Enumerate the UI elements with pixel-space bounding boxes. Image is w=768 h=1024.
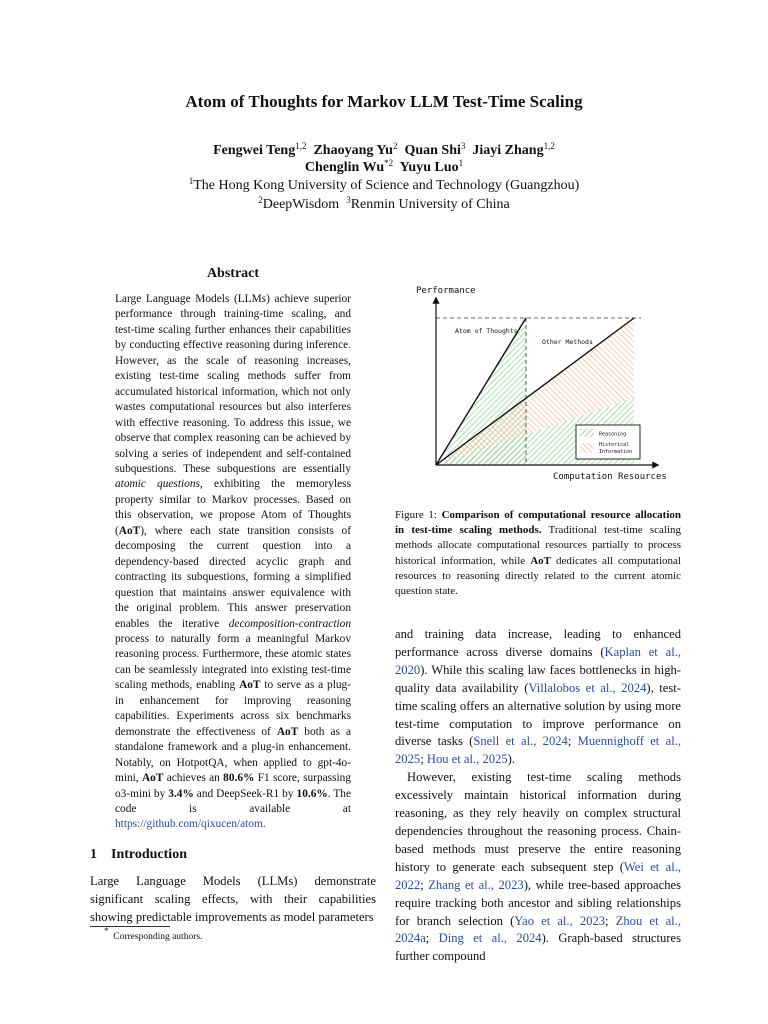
- footnote-text: Corresponding authors.: [113, 932, 203, 942]
- author-name: Fengwei Teng: [213, 143, 296, 158]
- author-affil-mark: 1,2: [543, 141, 555, 151]
- affiliation-mark: 3: [346, 195, 351, 205]
- abstract-text: and DeepSeek-R1 by: [193, 787, 297, 800]
- citation-link[interactable]: Zhou et al., 2024a: [395, 913, 681, 946]
- legend-label-history-line: Historical: [599, 442, 630, 448]
- footnote: [104, 926, 203, 942]
- body-text: However, existing test-time scaling methods excessively maintain historical information during reasoning, as they rely heavily on complex structural dependencies throughout the reasoning process. Chain-based methods must preserve the entire reasoning history to generate each subsequent step (: [395, 770, 681, 874]
- citation-link[interactable]: Muennighoff et al., 2025: [395, 734, 681, 767]
- author-affil-mark: 2: [392, 141, 398, 151]
- legend-swatch-reasoning: [580, 429, 594, 437]
- result-number: 3.4%: [168, 787, 194, 800]
- paragraph: [395, 626, 681, 769]
- author-name: Zhaoyang Yu: [313, 143, 393, 158]
- aot-acronym: AoT: [141, 772, 164, 785]
- body-text: ). While this scaling law faces bottlenecks in high-quality data availability (: [395, 662, 681, 695]
- author-line-2: [0, 159, 768, 176]
- legend-swatch-history: [580, 443, 594, 453]
- abstract-text: achieves an: [163, 772, 224, 785]
- affiliation-text: The Hong Kong University of Science and Technology (Guangzhou): [193, 178, 580, 193]
- author-name: Quan Shi: [404, 143, 461, 158]
- paper-title: Atom of Thoughts for Markov LLM Test-Time Scaling: [185, 92, 583, 111]
- affiliation-mark: 1: [188, 176, 194, 186]
- abstract-text: .: [262, 818, 266, 831]
- affiliation-line-1: [0, 176, 768, 195]
- author-name: Jiayi Zhang: [472, 143, 544, 158]
- abstract-text: to serve as a plug-in enhancement for improving reasoning capabilities. Experiments across six benchmarks demonstrate the effectiveness of: [115, 679, 351, 738]
- legend-label-history: [599, 442, 632, 455]
- figure-1-caption: [395, 508, 681, 599]
- author-affil-mark: *2: [384, 158, 394, 168]
- result-number: 10.6%: [296, 787, 328, 800]
- abstract-text: process to naturally form a meaningful Markov reasoning process. Furthermore, these atomic states can be seamlessly integrated into existing test-time scaling methods, enabling: [115, 632, 351, 692]
- right-column-body: [395, 626, 681, 966]
- citation-link[interactable]: Ding et al., 2024: [438, 931, 542, 946]
- affiliation-text: DeepWisdom: [262, 197, 340, 212]
- legend-label-history-line: Information: [599, 449, 633, 455]
- abstract-text: Large Language Models (LLMs) achieve superior performance through training-time scaling, and test-time scaling further enhances their capabilities by conducting effective reasoning during inference. However, as the scale of reasoning increases, existing test-time scaling methods suffer from accumulated historical information, which not only wastes computational resources but also interferes with effective reasoning. To address this issue, we observe that complex reasoning can be achieved by solving a series of independent and self-contained subquestions. These subquestions are essentially: [115, 293, 351, 475]
- affiliation-mark: 2: [258, 195, 263, 205]
- citation-separator: ;: [567, 734, 578, 749]
- section-number: 1: [90, 847, 97, 862]
- affiliation-text: Renmin University of China: [350, 197, 510, 212]
- code-link[interactable]: https://github.com/qixucen/atom: [115, 818, 263, 831]
- aot-acronym: AoT: [276, 725, 299, 738]
- caption-label: Figure 1:: [395, 509, 437, 521]
- abstract-text: both as a standalone framework and a plug-in enhancement. Notably, on HotpotQA, when applied to gpt-4o-mini,: [115, 725, 351, 785]
- caption-text: Traditional test-time scaling methods allocate computational resources partially to process historical information, while: [395, 524, 681, 567]
- caption-text: dedicates all computational resources to reasoning directly related to the current atomic question state.: [395, 554, 681, 598]
- citation-separator: ;: [420, 752, 427, 767]
- citation-link[interactable]: Yao et al., 2023: [514, 913, 606, 928]
- citation-separator: ;: [605, 913, 616, 928]
- body-text: ), test-time scaling offers an alternative solution by using more test-time computation to improve performance on diverse tasks (: [395, 680, 681, 749]
- author-name: Chenglin Wu: [304, 160, 385, 175]
- paragraph: [395, 769, 681, 966]
- introduction-text: Large Language Models (LLMs) demonstrate significant scaling effects, with their capabilities showing predictable improvements as model parameters: [90, 874, 376, 924]
- author-affil-mark: 1,2: [295, 141, 307, 151]
- affiliations: [0, 176, 768, 214]
- figure-legend: [576, 425, 640, 459]
- caption-bold-title: Comparison of computational resource allocation in test-time scaling methods.: [395, 509, 682, 537]
- citation-link[interactable]: Villalobos et al., 2024: [528, 680, 647, 695]
- abstract-heading: Abstract: [206, 266, 260, 281]
- body-text: ). Graph-based structures further compound: [395, 931, 681, 964]
- body-text: ), while tree-based approaches require tracking both ancestor and sibling relationships for branch selection (: [395, 877, 682, 928]
- citation-separator: ;: [425, 931, 439, 946]
- aot-acronym: AoT: [530, 554, 551, 567]
- aot-acronym: AoT: [239, 679, 261, 692]
- aot-acronym: AoT: [118, 524, 141, 537]
- body-text: and training data increase, leading to enhanced performance across diverse domains (: [395, 627, 681, 659]
- other-methods-label: Other Methods: [542, 338, 593, 346]
- citation-link[interactable]: Kaplan et al., 2020: [395, 644, 681, 677]
- author-affil-mark: 3: [460, 141, 466, 151]
- affiliation-line-2: [0, 195, 768, 214]
- citation-link[interactable]: Zhang et al., 2023: [428, 877, 524, 892]
- legend-label-reasoning: Reasoning: [599, 431, 627, 438]
- body-text: ).: [507, 752, 515, 767]
- result-number: 80.6%: [223, 772, 255, 785]
- section-title: Introduction: [111, 847, 187, 862]
- footnote-mark: *: [104, 926, 109, 936]
- citation-separator: ;: [420, 877, 429, 892]
- abstract-text: ), where each state transition consists of decomposing the current question into a dependency-based directed acyclic graph and contracting its subquestions, forming a simplified question that maintains answer equivalence with the original problem. This answer preservation enables the iterative: [115, 524, 351, 630]
- y-axis-label: Performance: [416, 286, 476, 296]
- figure-1-diagram: [396, 280, 684, 490]
- author-list: [0, 142, 768, 176]
- citation-link[interactable]: Wei et al., 2022: [395, 859, 681, 892]
- abstract-text: F1 score, surpassing o3-mini by: [115, 772, 351, 800]
- author-line-1: [0, 142, 768, 159]
- abstract-text: , exhibiting the memoryless property similar to Markov processes. Based on this observation, we propose Atom of Thoughts (: [115, 478, 351, 537]
- x-axis-label: Computation Resources: [553, 472, 667, 482]
- aot-line-label: Atom of Thoughts: [455, 327, 518, 335]
- citation-link[interactable]: Hou et al., 2025: [426, 752, 508, 767]
- author-affil-mark: 1: [458, 158, 464, 168]
- citation-link[interactable]: Snell et al., 2024: [473, 734, 568, 749]
- abstract-body: [115, 292, 351, 833]
- footnote-divider: [90, 926, 170, 927]
- author-name: Yuyu Luo: [399, 160, 459, 175]
- section-heading-introduction: [90, 847, 201, 863]
- abstract-text: . The code is available at: [115, 787, 351, 815]
- abstract-emphasis: decomposition-contraction: [228, 617, 351, 630]
- abstract-emphasis: atomic questions: [115, 478, 200, 491]
